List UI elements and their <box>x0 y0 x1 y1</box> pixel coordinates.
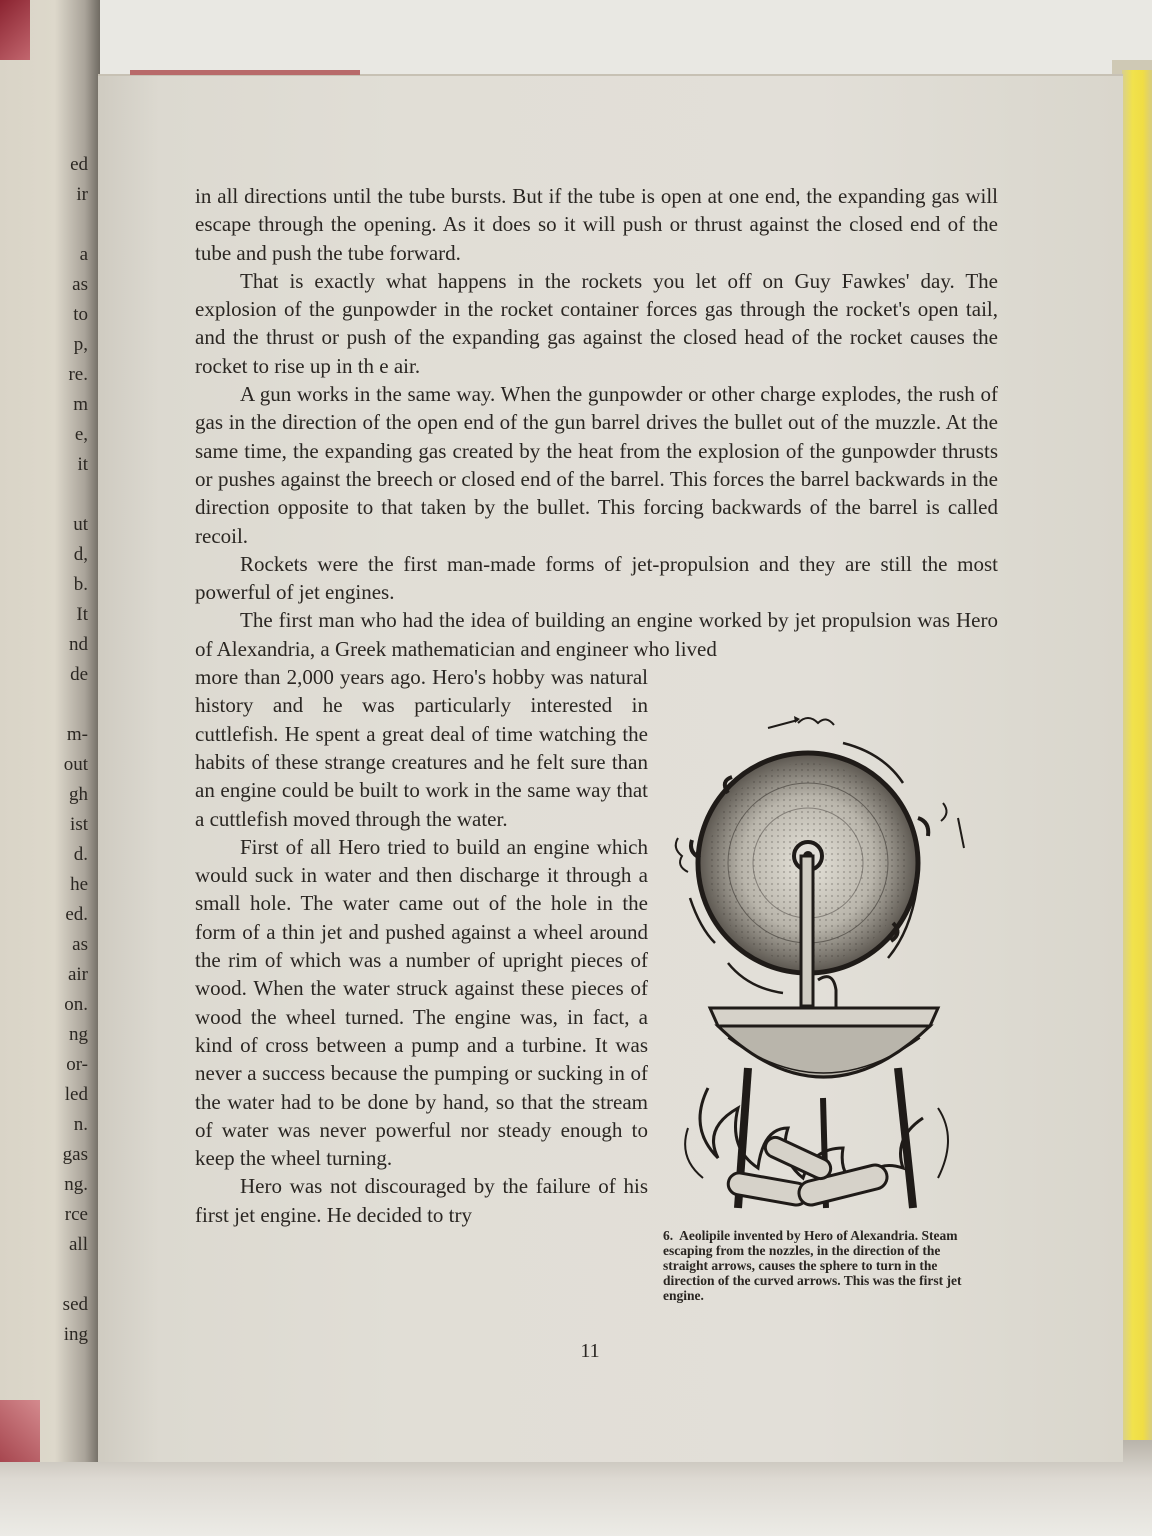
figure-caption-text: Aeolipile invented by Hero of Alexandria. Steam escaping from the nozzles, in the direction of the straight arrows, causes the sphere to turn in the direction of the curved arrows. This was the first jet engine. <box>663 1228 962 1303</box>
paragraph: That is exactly what happens in the rockets you let off on Guy Fawkes' day. The explosion of the gunpowder in the rocket container forces gas through the rocket's open tail, and the thrust or push of the expanding gas against the closed head of the rocket causes the rocket to rise up in th e air. <box>195 268 998 378</box>
fragment: it <box>77 454 88 475</box>
paragraph: The first man who had the idea of building an engine worked by jet propulsion was Hero of Alexandria, a Greek mathematician and engineer who lived <box>195 608 998 661</box>
fragment: p, <box>73 334 88 355</box>
paragraph: Hero was not discouraged by the failure of his first jet engine. He decided to try <box>195 1174 648 1227</box>
fragment: de <box>70 664 88 685</box>
fragment: ist <box>70 814 88 835</box>
page-number: 11 <box>580 1340 600 1362</box>
fragment: rce <box>64 1204 88 1225</box>
page-edge-yellow <box>1122 70 1152 1440</box>
fragment: d, <box>73 544 88 565</box>
fragment: n. <box>73 1114 88 1135</box>
fragment: ng <box>69 1024 88 1045</box>
fragment: he <box>70 874 88 895</box>
fragment: a <box>79 244 88 265</box>
fragment: all <box>69 1234 88 1255</box>
paragraph: First of all Hero tried to build an engine which would suck in water and then discharge it through a small hole. The water came out of the hole in the form of a thin jet and pushed against a wheel around the rim of which was a number of upright pieces of wood. When the water struck against these pieces of wood the wheel turned. The engine was, in fact, a kind of cross between a pump and a turbine. It was never a success because the pumping or sucking in of the water had to be done by hand, so that the stream of water was never powerful nor steady enough to keep the wheel turning. <box>195 834 648 1171</box>
fragment: on. <box>64 994 88 1015</box>
fragment: ed <box>70 154 88 175</box>
cover-corner-bottom <box>0 1400 40 1462</box>
paragraph: more than 2,000 years ago. Hero's hobby was natural history and he was particularly interested in cuttlefish. He spent a great deal of time watching the habits of these strange creatures and he felt sure than an engine could be built to work in the same way that a cuttlefish moved through the water. <box>195 665 648 831</box>
left-page <box>0 0 100 1462</box>
fragment: out <box>63 754 88 775</box>
fragment <box>63 1260 88 1290</box>
fragment: b. <box>73 574 88 595</box>
fragment: e, <box>74 424 88 445</box>
fragment: air <box>67 964 88 985</box>
fragment <box>63 480 88 510</box>
fragment <box>63 210 88 240</box>
figure-caption <box>663 1228 968 1303</box>
fragment: m <box>73 394 88 415</box>
fragment: sed <box>62 1294 88 1315</box>
fragment: d. <box>73 844 88 865</box>
paragraph: A gun works in the same way. When the gunpowder or other charge explodes, the rush of gas in the direction of the open end of the gun barrel drives the bullet out of the muzzle. At the same time, the expanding gas created by the heat from the explosion of the gunpowder thrusts or pushes against the breech or closed end of the barrel. This forces the barrel backwards in the direction opposite to that taken by the bullet. This forcing backwards of the barrel is called recoil. <box>195 382 998 548</box>
fragment: re. <box>68 364 88 385</box>
fragment: as <box>72 934 88 955</box>
cover-edge-red <box>130 70 360 75</box>
fragment: gh <box>69 784 88 805</box>
left-page-fragments <box>63 150 88 1350</box>
fragment: as <box>72 274 88 295</box>
aeolipile-illustration <box>668 708 968 1228</box>
fragment: ed. <box>65 904 88 925</box>
fragment: nd <box>69 634 88 655</box>
fragment: ir <box>76 184 88 205</box>
fragment: led <box>64 1084 88 1105</box>
narrow-column <box>195 663 648 1229</box>
figure-number: 6. <box>663 1228 674 1243</box>
fragment: ing <box>63 1324 88 1345</box>
fragment: or- <box>66 1054 88 1075</box>
fragment: ut <box>73 514 88 535</box>
fragment: It <box>76 604 88 625</box>
paragraph: in all directions until the tube bursts. But if the tube is open at one end, the expanding gas will escape through the opening. As it does so it will push or thrust against the closed end of the tube and push the tube forward. <box>195 184 998 265</box>
fragment: m- <box>66 724 88 745</box>
paragraph: Rockets were the first man-made forms of jet-propulsion and they are still the most powerful of jet engines. <box>195 551 998 605</box>
cover-corner <box>0 0 30 60</box>
fragment: gas <box>62 1144 88 1165</box>
fragment: ng. <box>64 1174 88 1195</box>
fragment: to <box>73 304 88 325</box>
fragment <box>63 690 88 720</box>
